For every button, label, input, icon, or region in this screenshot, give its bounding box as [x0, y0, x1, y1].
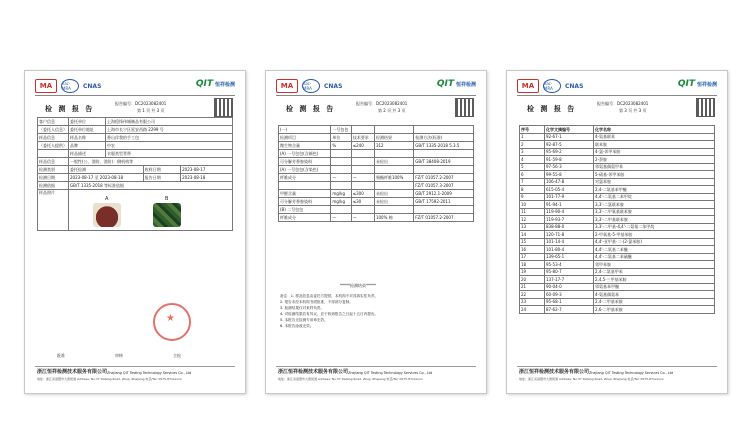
table-cell: 7	[520, 178, 545, 186]
table-row	[38, 126, 233, 134]
table-cell: 2,6-二甲基苯胺	[594, 306, 715, 314]
ilac-logo: ilac-MRA	[543, 79, 561, 93]
table-row	[520, 193, 715, 201]
table-cell: 101-80-4	[545, 246, 594, 254]
ma-logo: MA	[517, 79, 539, 93]
table-cell: 2,4,5-三甲基苯胺	[594, 276, 715, 284]
table-cell	[331, 206, 351, 214]
table-cell: 92-87-5	[545, 141, 594, 149]
table-row	[38, 190, 233, 231]
table-cell	[414, 166, 474, 174]
table-row	[38, 150, 233, 158]
ilac-logo: ilac-MRA	[61, 79, 79, 93]
table-cell: 312	[374, 142, 413, 150]
table-cell: %	[331, 142, 351, 150]
photo-label: 样品照片	[38, 190, 69, 231]
table-cell: 委托单位地址	[69, 126, 106, 134]
table-cell: 可分解芳香胺染料	[279, 158, 331, 166]
table-cell: 检测项目	[279, 134, 331, 142]
table-cell: mg/kg	[331, 190, 351, 198]
table-cell: 106-47-8	[545, 178, 594, 186]
table-cell: 8	[520, 186, 545, 194]
table-cell: 样品信息	[38, 134, 69, 142]
table-row	[520, 141, 715, 149]
report-title: 检 测 报 告	[527, 105, 577, 113]
table-row	[38, 158, 233, 166]
table-cell	[351, 206, 374, 214]
table-row	[520, 268, 715, 276]
table-cell: 3,3'-二甲基联苯胺	[594, 216, 715, 224]
table-cell: 样品描述	[69, 150, 106, 158]
cnas-logo: CNAS	[324, 82, 343, 90]
table-cell	[331, 150, 351, 158]
table-row	[279, 190, 474, 198]
qit-logo-text: QIT	[436, 79, 454, 89]
company-seal	[153, 303, 191, 341]
table-row	[520, 306, 715, 314]
report-page-3	[506, 70, 728, 394]
table-cell: 2,4-二氨基苯甲醚	[594, 186, 715, 194]
table-cell: （委托人提供）	[39, 143, 67, 148]
ma-logo: MA	[35, 79, 57, 93]
column-header: 化学名称	[594, 126, 715, 134]
table-cell: 23	[520, 298, 545, 306]
end-of-report: *****检测结束*****	[340, 283, 376, 288]
table-cell: 微生物含量	[279, 142, 331, 150]
table-cell: 4,4'-二氨基二苯甲烷	[594, 193, 715, 201]
table-cell: 4	[520, 156, 545, 164]
footer-divider	[517, 366, 717, 367]
table-cell: 101-14-4	[545, 238, 594, 246]
table-cell: 119-90-4	[545, 208, 594, 216]
table-row	[279, 150, 474, 158]
table-cell: 委托单位	[69, 118, 106, 126]
table-cell: 3,3'-二甲氧基联苯胺	[594, 208, 715, 216]
table-cell: 95-69-2	[545, 148, 594, 156]
table-cell: GB/T 2912.1-2009	[414, 190, 474, 198]
note-line: 6. 本报告涂改无效。	[280, 324, 314, 328]
ilac-logo: ilac-MRA	[302, 79, 320, 93]
info-table	[37, 117, 233, 231]
photo-b-label: B	[165, 196, 169, 202]
table-cell: 委托检测	[69, 166, 144, 174]
table-cell: 2,4-二甲基苯胺	[594, 298, 715, 306]
table-cell: 4,4'-二氨基二苯醚	[594, 246, 715, 254]
table-cell: 中农	[106, 142, 233, 150]
table-cell: GB/T 1335-2018 5.3.5	[414, 142, 474, 150]
table-cell: 2023-08-17	[181, 166, 233, 174]
table-cell: (B) 二号包包	[279, 206, 331, 214]
table-cell: 2,4-二氨基甲苯	[594, 268, 715, 276]
table-cell: 14	[520, 231, 545, 239]
results-table	[278, 125, 474, 222]
table-row	[520, 133, 715, 141]
table-cell: 5	[520, 163, 545, 171]
note-line: 3. 检测结果仅对来样负责。	[280, 306, 325, 310]
table-cell: (A) 一号包包(含颜色)	[279, 150, 331, 158]
table-cell: 119-93-7	[545, 216, 594, 224]
table-row	[520, 283, 715, 291]
table-row	[279, 142, 474, 150]
table-row	[520, 291, 715, 299]
table-cell: 技术要求	[351, 134, 374, 142]
table-row	[520, 163, 715, 171]
table-row	[279, 158, 474, 166]
table-row	[520, 171, 715, 179]
table-cell: 100% 棉	[374, 214, 413, 222]
table-row	[520, 276, 715, 284]
table-cell: 120-71-8	[545, 231, 594, 239]
table-cell: GB/T 38408-2019	[414, 158, 474, 166]
table-cell: 纤维成分	[279, 174, 331, 182]
table-cell	[351, 182, 374, 190]
table-cell	[351, 126, 374, 134]
qr-code	[455, 98, 474, 117]
table-cell: 6	[520, 171, 545, 179]
table-cell	[351, 158, 374, 166]
table-cell	[331, 166, 351, 174]
table-row	[520, 186, 715, 194]
qit-logo-text: QIT	[677, 79, 695, 89]
table-cell: 4-氨基联苯	[594, 133, 715, 141]
table-row	[279, 198, 474, 206]
table-cell: 一号包包	[331, 126, 351, 134]
table-row	[520, 201, 715, 209]
table-cell: 1	[520, 133, 545, 141]
table-cell: GB/T 1335-2018 等标准依据	[69, 182, 233, 190]
table-cell: 24	[520, 306, 545, 314]
table-cell: 15	[520, 238, 545, 246]
footer-address: 地址：浙江省诸暨市大唐街道 Address: No.37 Datang Road, Zhuji, Zhejiang 电话/Tel: 0575-87xxxxxx	[278, 377, 423, 381]
table-cell: 2023-08-17 至 2023-08-18	[69, 174, 144, 182]
table-row	[520, 253, 715, 261]
photo-a-label: A	[105, 196, 109, 202]
cnas-logo: CNAS	[83, 82, 102, 90]
table-row	[520, 156, 715, 164]
table-cell	[279, 182, 331, 190]
table-cell: 对氯苯胺	[594, 178, 715, 186]
table-cell: 5-硝基-邻甲苯胺	[594, 171, 715, 179]
footer-address: 地址：浙江省诸暨市大唐街道 Address: No.37 Datang Road, Zhuji, Zhejiang 电话/Tel: 0575-87xxxxxx	[519, 377, 664, 381]
table-cell: ≤300	[351, 190, 374, 198]
table-cell: 16	[520, 246, 545, 254]
amine-list-table	[519, 125, 715, 314]
footer-company-cn: 浙江恒祥检测技术服务有限公司	[278, 369, 349, 375]
table-cell: 2023-08-18	[181, 174, 233, 182]
footer-company-en: Zhejiang QIT Testing Technology Services Co., Ltd	[107, 371, 192, 375]
table-row	[279, 126, 474, 134]
table-cell	[414, 126, 474, 134]
table-row	[279, 174, 474, 182]
table-cell: 11	[520, 208, 545, 216]
table-cell	[374, 182, 413, 190]
table-cell: 4-氯-邻甲苯胺	[594, 148, 715, 156]
table-cell: 2	[520, 141, 545, 149]
qit-logo	[196, 79, 235, 89]
report-title: 检 测 报 告	[286, 105, 336, 113]
table-cell: 样品名称	[69, 134, 106, 142]
table-row	[279, 134, 474, 142]
table-cell: —	[331, 214, 351, 222]
table-cell: 未检出	[374, 158, 413, 166]
table-cell: 19	[520, 268, 545, 276]
report-page-2	[265, 70, 487, 394]
table-cell: 一般性(公、消防、消防)：侧机构等	[69, 158, 233, 166]
table-cell: 3,3'-二甲基-4,4'-二氨基二苯甲烷	[594, 223, 715, 231]
table-cell: 95-68-1	[545, 298, 594, 306]
table-cell: 样品信息	[38, 158, 69, 166]
table-cell: 13	[520, 223, 545, 231]
table-cell: 聚酯纤维100%	[374, 174, 413, 182]
table-cell: —	[351, 174, 374, 182]
review-label: 审核	[115, 353, 123, 358]
table-cell: 137-17-7	[545, 276, 594, 284]
table-cell: 20	[520, 276, 545, 284]
table-row	[38, 174, 233, 182]
column-header: 序号	[520, 126, 545, 134]
footer-company-en: Zhejiang QIT Testing Technology Services Co., Ltd	[348, 371, 433, 375]
table-cell	[351, 150, 374, 158]
table-cell	[331, 158, 351, 166]
table-cell: 检测日期	[38, 174, 69, 182]
table-cell: 品牌	[69, 142, 106, 150]
approve-label: 批准	[57, 353, 65, 358]
table-cell: 检测方法(标准)	[414, 134, 474, 142]
footer-company-cn: 浙江恒祥检测技术服务有限公司	[37, 369, 108, 375]
notes-block	[280, 293, 378, 329]
table-cell: 12	[520, 216, 545, 224]
table-cell: （委托人信息）	[39, 127, 67, 132]
table-cell: 18	[520, 261, 545, 269]
table-cell: (A) 一号包包(含染色)	[279, 166, 331, 174]
table-cell: 可分解芳香胺染料	[279, 198, 331, 206]
table-cell: 单位	[331, 134, 351, 142]
report-title: 检 测 报 告	[45, 105, 95, 113]
table-cell	[414, 150, 474, 158]
page-number: 第 2 页 共 3 页	[378, 108, 406, 113]
table-row	[38, 166, 233, 174]
table-cell: 检测结果	[374, 134, 413, 142]
table-cell: 收样日期	[143, 166, 181, 174]
footer-company-en: Zhejiang QIT Testing Technology Services Co., Ltd	[589, 371, 674, 375]
table-cell: 95-53-4	[545, 261, 594, 269]
table-cell: 香山伴我的手工包	[106, 134, 233, 142]
table-cell: 3	[520, 148, 545, 156]
table-cell: 甲醛含量	[279, 190, 331, 198]
table-cell	[414, 206, 474, 214]
page-number: 第 3 页 共 3 页	[619, 108, 647, 113]
table-cell: FZ/T 01057.3-2007	[414, 182, 474, 190]
table-cell: 99-55-8	[545, 171, 594, 179]
footer-divider	[276, 366, 476, 367]
qit-logo-cn: 恒祥检测	[696, 81, 717, 88]
table-cell: 邻甲苯胺	[594, 261, 715, 269]
header-divider	[276, 95, 476, 96]
table-cell: 9	[520, 193, 545, 201]
table-cell: 615-05-4	[545, 186, 594, 194]
table-cell: 10	[520, 201, 545, 209]
table-row	[38, 118, 233, 126]
table-cell: 客户信息	[38, 118, 69, 126]
table-row	[520, 298, 715, 306]
table-cell	[351, 166, 374, 174]
table-row	[520, 216, 715, 224]
table-cell: 检测依据	[38, 182, 69, 190]
report-number: 报告编号：DC2023082401	[356, 101, 408, 106]
table-row	[279, 206, 474, 214]
table-row	[520, 223, 715, 231]
qit-logo	[678, 79, 717, 89]
table-row	[520, 208, 715, 216]
table-cell: 97-56-3	[545, 163, 594, 171]
table-cell	[38, 150, 69, 158]
ma-logo: MA	[276, 79, 298, 93]
table-cell: mg/kg	[331, 198, 351, 206]
table-cell: 报告日期	[143, 174, 181, 182]
table-cell: 3,3'-二氯联苯胺	[594, 201, 715, 209]
tester-label: 主检	[173, 353, 181, 358]
table-cell: GB/T 17592-2011	[414, 198, 474, 206]
table-cell: 92-67-1	[545, 133, 594, 141]
table-cell: FZ/T 01057.2-2007	[414, 174, 474, 182]
note-line: 2. 报告未经本机构书面批准，不得部分复制。	[280, 300, 353, 304]
table-cell: 17	[520, 253, 545, 261]
note-line: 备注：1. 样品信息由委托方提供，本机构不对其真实性负责。	[280, 294, 379, 298]
table-cell: 纤维成分	[279, 214, 331, 222]
qit-logo-text: QIT	[195, 79, 213, 89]
table-cell	[374, 166, 413, 174]
table-row	[38, 142, 233, 150]
table-cell: 139-65-1	[545, 253, 594, 261]
table-cell: 95-80-7	[545, 268, 594, 276]
table-cell: 邻氨基苯甲醚	[594, 283, 715, 291]
table-row	[38, 182, 233, 190]
qr-code	[696, 98, 715, 117]
table-cell: 上海市长宁区延安西路 2299 号	[106, 126, 233, 134]
footer-divider	[35, 366, 235, 367]
table-row	[520, 178, 715, 186]
column-header: 化学文摘编号	[545, 126, 594, 134]
table-cell: —	[331, 174, 351, 182]
table-row	[520, 231, 715, 239]
table-cell: 2-萘胺	[594, 156, 715, 164]
sample-photo-camo	[153, 203, 181, 227]
table-cell	[374, 206, 413, 214]
table-cell: 90-04-0	[545, 283, 594, 291]
table-row	[38, 134, 233, 142]
note-line: 5. 本报告无检测专用章无效。	[280, 318, 328, 322]
table-cell: 21	[520, 283, 545, 291]
table-cell: 91-59-8	[545, 156, 594, 164]
table-cell	[331, 182, 351, 190]
table-row	[520, 246, 715, 254]
table-cell: 101-77-9	[545, 193, 594, 201]
qit-logo-cn: 恒祥检测	[455, 81, 476, 88]
report-number: 报告编号：DC2023082401	[597, 101, 649, 106]
accreditation-logos	[35, 79, 105, 93]
table-cell: 未检出	[374, 190, 413, 198]
cnas-logo: CNAS	[565, 82, 584, 90]
table-cell: 87-62-7	[545, 306, 594, 314]
table-cell	[374, 150, 413, 158]
table-cell: FZ/T 01057.2-2007	[414, 214, 474, 222]
table-row	[520, 261, 715, 269]
table-row	[520, 238, 715, 246]
table-cell: 未检出	[374, 198, 413, 206]
table-cell: ≤240	[351, 142, 374, 150]
table-cell	[374, 126, 413, 134]
table-cell: 838-88-0	[545, 223, 594, 231]
table-cell: 邻氨基偶氮甲苯	[594, 163, 715, 171]
table-cell: 2-甲氧基-5-甲基苯胺	[594, 231, 715, 239]
accreditation-logos	[276, 79, 346, 93]
table-cell: 衣服类型背带	[106, 150, 233, 158]
header-divider	[517, 95, 717, 96]
table-cell: 4,4'-亚甲基-二-(2-氯苯胺)	[594, 238, 715, 246]
table-row	[279, 182, 474, 190]
table-header-row	[520, 126, 715, 134]
report-number: 报告编号：DC2023082401	[115, 101, 167, 106]
table-cell: —	[351, 214, 374, 222]
table-cell: 60-09-3	[545, 291, 594, 299]
note-line: 4. 对检测结果若有异议，应于收到报告之日起十五日内提出。	[280, 312, 379, 316]
sample-photo-bag	[93, 203, 121, 227]
table-cell: 4-氨基偶氮苯	[594, 291, 715, 299]
report-page-1	[24, 70, 246, 394]
footer-company-cn: 浙江恒祥检测技术服务有限公司	[519, 369, 590, 375]
table-cell: 上海稳锋伟城制品有限公司	[106, 118, 233, 126]
table-cell: (一)	[279, 126, 331, 134]
table-cell: 91-94-1	[545, 201, 594, 209]
table-row	[279, 166, 474, 174]
footer-address: 地址：浙江省诸暨市大唐街道 Address: No.37 Datang Road, Zhuji, Zhejiang 电话/Tel: 0575-87xxxxxx	[37, 377, 182, 381]
table-cell: 4,4'-二氨基二苯硫醚	[594, 253, 715, 261]
table-cell: ≤30	[351, 198, 374, 206]
page-number: 第 1 页 共 3 页	[137, 108, 165, 113]
table-cell: 联苯胺	[594, 141, 715, 149]
table-row	[279, 214, 474, 222]
qr-code	[214, 98, 233, 117]
table-row	[520, 148, 715, 156]
table-cell: 检测类别	[38, 166, 69, 174]
accreditation-logos	[517, 79, 587, 93]
table-cell: 22	[520, 291, 545, 299]
qit-logo-cn: 恒祥检测	[214, 81, 235, 88]
qit-logo	[437, 79, 476, 89]
header-divider	[35, 95, 235, 96]
